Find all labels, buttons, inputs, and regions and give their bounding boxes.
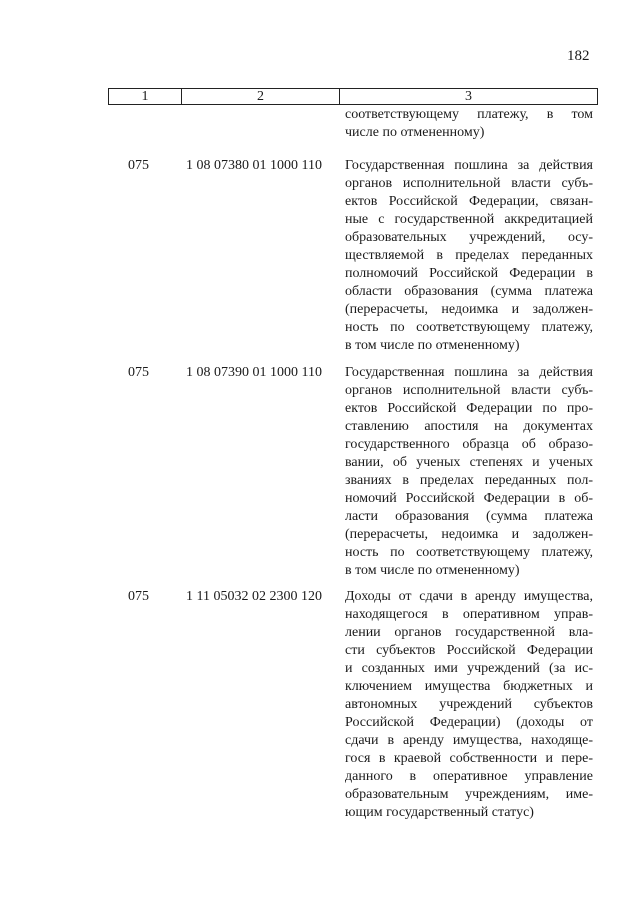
row-3-description bbox=[345, 588, 593, 822]
row-1-kbk: 1 08 07380 01 1000 110 bbox=[186, 158, 322, 173]
text-line: ектов Российской Федерации, связан- bbox=[345, 194, 593, 209]
text-line: Доходы от сдачи в аренду имущества, bbox=[345, 589, 593, 604]
continuation-text bbox=[345, 106, 593, 142]
text-line: государственного образца об образо- bbox=[345, 437, 593, 452]
text-line: в том числе по отмененному) bbox=[345, 563, 520, 578]
text-line: данного в оперативное управление bbox=[345, 769, 593, 784]
text-line: (перерасчеты, недоимка и задолжен- bbox=[345, 302, 593, 317]
row-2-description bbox=[345, 364, 593, 580]
text-line: ласти образования (сумма платежа bbox=[345, 509, 593, 524]
page-number: 182 bbox=[567, 48, 590, 64]
text-line: ществляемой в пределах переданных bbox=[345, 248, 593, 263]
text-line: Государственная пошлина за действия bbox=[345, 158, 593, 173]
text-line: Государственная пошлина за действия bbox=[345, 365, 593, 380]
header-col-2: 2 bbox=[182, 89, 340, 104]
text-line: автономных учреждений субъектов bbox=[345, 697, 593, 712]
text-line: (перерасчеты, недоимка и задолжен- bbox=[345, 527, 593, 542]
header-col-3: 3 bbox=[465, 89, 472, 104]
text-line: находящегося в оперативном управ- bbox=[345, 607, 593, 622]
text-line: образовательных учреждений, осу- bbox=[345, 230, 593, 245]
text-line: званиях в пределах переданных пол- bbox=[345, 473, 593, 488]
text-line: сдачи в аренду имущества, находяще- bbox=[345, 733, 593, 748]
row-2-code: 075 bbox=[128, 365, 149, 380]
row-1-description bbox=[345, 157, 593, 355]
text-line: области образования (сумма платежа bbox=[345, 284, 593, 299]
row-3-code: 075 bbox=[128, 589, 149, 604]
text-line: полномочий Российской Федерации в bbox=[345, 266, 593, 281]
text-line: Российской Федерации) (доходы от bbox=[345, 715, 593, 730]
text-line: органов исполнительной власти субъ- bbox=[345, 176, 593, 191]
row-3-kbk: 1 11 05032 02 2300 120 bbox=[186, 589, 322, 604]
text-line: ность по соответствующему платежу, bbox=[345, 545, 593, 560]
text-line: ставлению апостиля на документах bbox=[345, 419, 593, 434]
text-line: ные с государственной аккредитацией bbox=[345, 212, 593, 227]
row-1-code: 075 bbox=[128, 158, 149, 173]
text-line: номочий Российской Федерации в об- bbox=[345, 491, 593, 506]
text-line: вании, об ученых степенях и ученых bbox=[345, 455, 593, 470]
text-line: сти субъектов Российской Федерации bbox=[345, 643, 593, 658]
text-line: в том числе по отмененному) bbox=[345, 338, 520, 353]
text-line: ключением имущества бюджетных и bbox=[345, 679, 593, 694]
text-line: образовательным учреждениям, име- bbox=[345, 787, 593, 802]
text-line: числе по отмененному) bbox=[345, 125, 485, 140]
row-2-kbk: 1 08 07390 01 1000 110 bbox=[186, 365, 322, 380]
text-line: органов исполнительной власти субъ- bbox=[345, 383, 593, 398]
text-line: ность по соответствующему платежу, bbox=[345, 320, 593, 335]
text-line: ектов Российской Федерации по про- bbox=[345, 401, 593, 416]
text-line: и созданных ими учреждений (за ис- bbox=[345, 661, 593, 676]
table-header bbox=[108, 88, 598, 105]
text-line: соответствующему платежу, в том bbox=[345, 107, 593, 122]
text-line: гося в краевой собственности и пере- bbox=[345, 751, 593, 766]
text-line: ющим государственный статус) bbox=[345, 805, 534, 820]
header-col-1: 1 bbox=[109, 89, 182, 104]
text-line: лении органов государственной вла- bbox=[345, 625, 593, 640]
